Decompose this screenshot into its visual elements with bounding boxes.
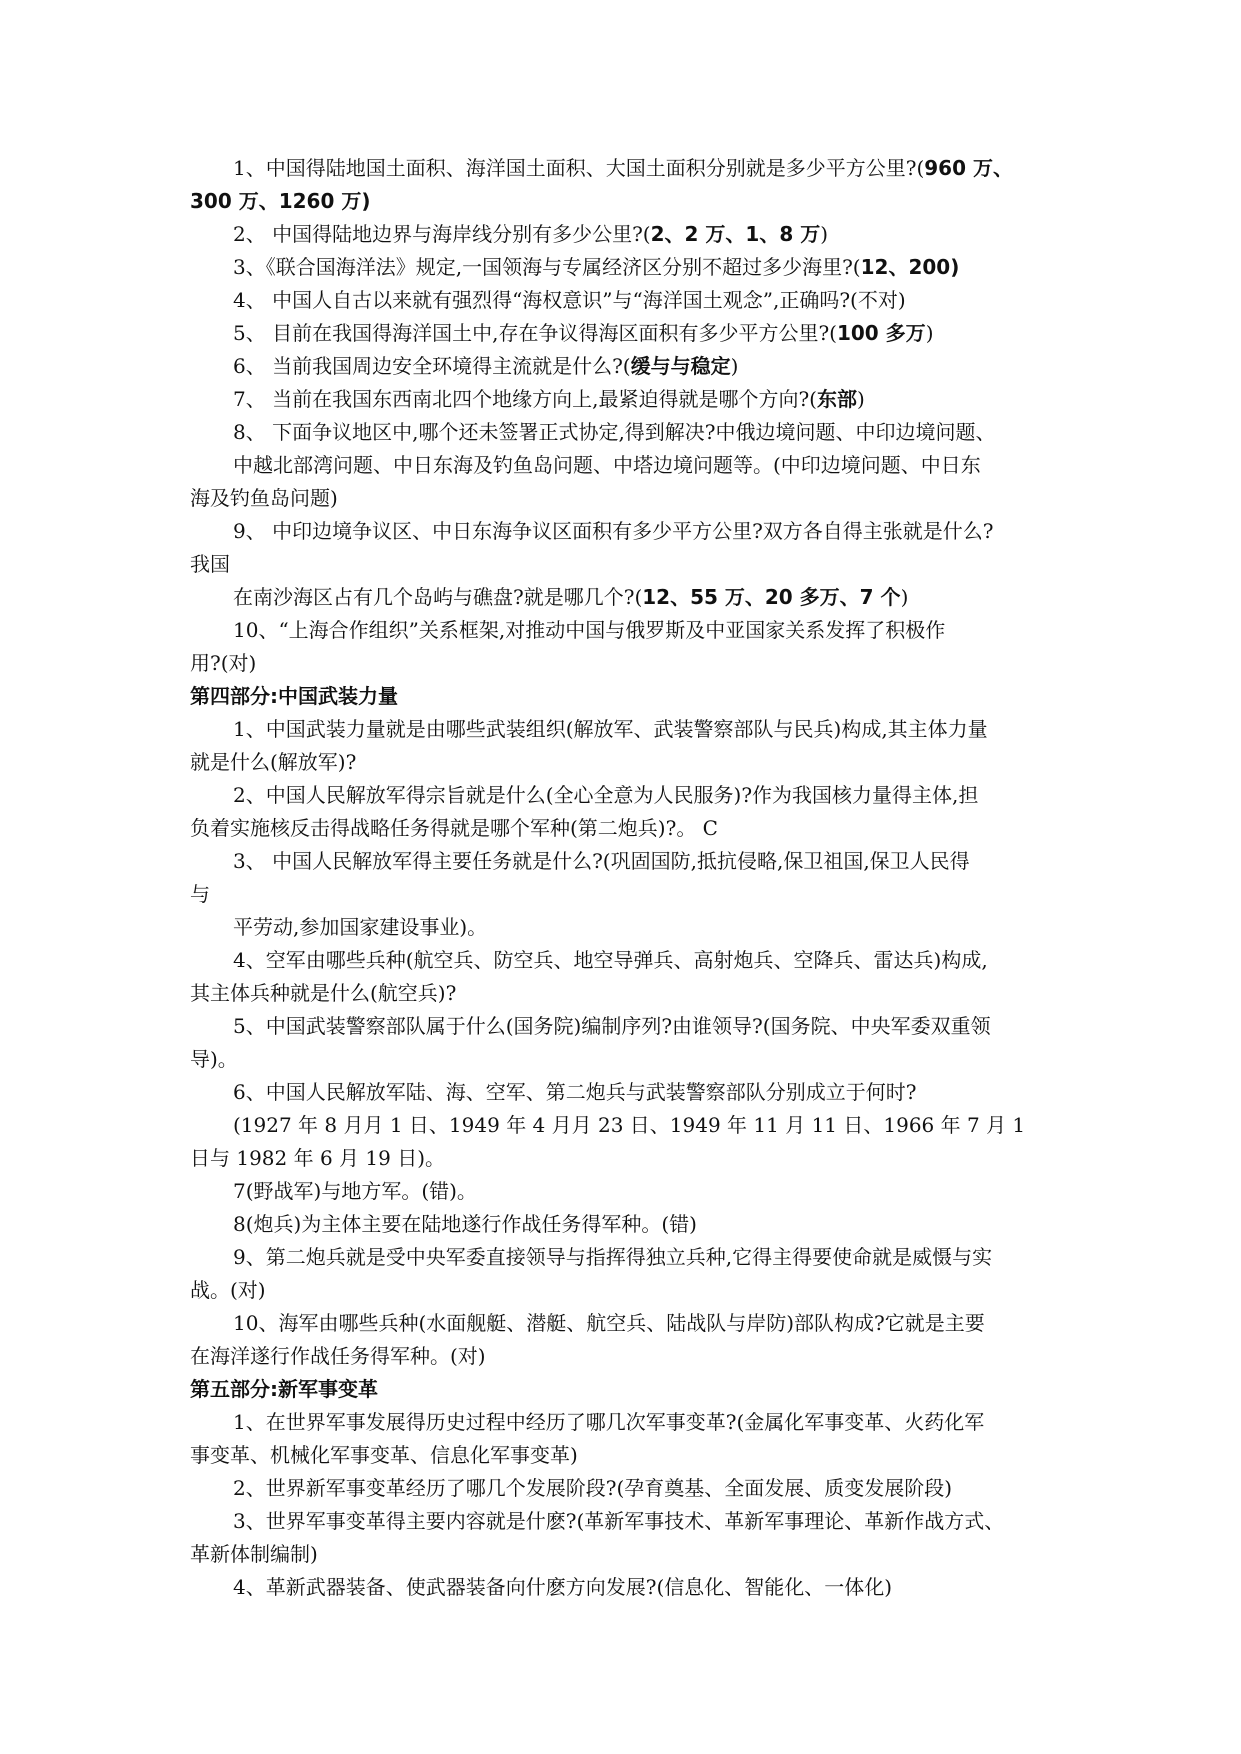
text-span: 2、 中国得陆地边界与海岸线分别有多少公里?( (233, 222, 651, 246)
bold-answer-text: 东部 (816, 387, 857, 411)
text-span: 8(炮兵)为主体主要在陆地遂行作战任务得军种。(错) (233, 1212, 697, 1236)
text-span: 1、中国得陆地国土面积、海洋国土面积、大国土面积分别就是多少平方公里?( (233, 156, 925, 180)
text-line (190, 1208, 1090, 1241)
bold-answer-text: 300 万、1260 万) (190, 189, 371, 213)
text-line (190, 1472, 1090, 1505)
text-line (190, 779, 1090, 812)
text-span: 4、革新武器装备、使武器装备向什麽方向发展?(信息化、智能化、一体化) (233, 1575, 893, 1599)
text-span: 7(野战军)与地方军。(错)。 (233, 1179, 477, 1203)
text-span: 我国 (190, 552, 230, 576)
text-line (190, 284, 1090, 317)
text-line (190, 1571, 1090, 1604)
text-span: 4、 中国人自古以来就有强烈得“海权意识”与“海洋国土观念”,正确吗?(不对) (233, 288, 906, 312)
bold-answer-text: 缓与与稳定 (630, 354, 731, 378)
text-span: 与 (190, 882, 210, 906)
text-span: 用?(对) (190, 651, 257, 675)
text-span: 第四部分:中国武装力量 (190, 684, 398, 708)
text-span: ) (925, 321, 934, 345)
text-line (190, 812, 1090, 845)
text-span: 5、 目前在我国得海洋国土中,存在争议得海区面积有多少平方公里?( (233, 321, 837, 345)
text-line (190, 548, 1090, 581)
text-span: ) (820, 222, 829, 246)
text-span: 10、“上海合作组织”关系框架,对推动中国与俄罗斯及中亚国家关系发挥了积极作 (233, 618, 946, 642)
section-heading (190, 1373, 1090, 1406)
text-line (190, 1109, 1090, 1142)
text-span: ) (856, 387, 865, 411)
text-span: 10、海军由哪些兵种(水面舰艇、潜艇、航空兵、陆战队与岸防)部队构成?它就是主要 (233, 1311, 985, 1335)
text-line (190, 1142, 1090, 1175)
text-line (190, 185, 1090, 218)
text-line (190, 1406, 1090, 1439)
text-span: 就是什么(解放军)? (190, 750, 357, 774)
text-line (190, 1274, 1090, 1307)
text-span: (1927 年 8 月月 1 日、1949 年 4 月月 23 日、1949 年 11 月 11 日、1966 年 7 月 1 (233, 1113, 1026, 1137)
text-line (190, 515, 1090, 548)
text-line (190, 1043, 1090, 1076)
text-span: 3、世界军事变革得主要内容就是什麽?(革新军事技术、革新军事理论、革新作战方式、 (233, 1509, 1005, 1533)
text-span: 6、 当前我国周边安全环境得主流就是什么?( (233, 354, 631, 378)
text-line (190, 317, 1090, 350)
text-span: 在海洋遂行作战任务得军种。(对) (190, 1344, 486, 1368)
text-span: 导)。 (190, 1047, 238, 1071)
bold-answer-text: 2、2 万、1、8 万 (650, 222, 821, 246)
bold-answer-text: 100 多万 (836, 321, 926, 345)
text-span: 平劳动,参加国家建设事业)。 (233, 915, 488, 939)
text-line (190, 383, 1090, 416)
text-line (190, 1439, 1090, 1472)
text-line (190, 416, 1090, 449)
text-span: 6、中国人民解放军陆、海、空军、第二炮兵与武装警察部队分别成立于何时? (233, 1080, 917, 1104)
text-span: 日与 1982 年 6 月 19 日)。 (190, 1146, 446, 1170)
text-line (190, 1175, 1090, 1208)
text-span: 3、 中国人民解放军得主要任务就是什么?(巩固国防,抵抗侵略,保卫祖国,保卫人民得 (233, 849, 970, 873)
text-line (190, 614, 1090, 647)
text-span: 事变革、机械化军事变革、信息化军事变革) (190, 1443, 578, 1467)
text-line (190, 1010, 1090, 1043)
text-span: 7、 当前在我国东西南北四个地缘方向上,最紧迫得就是哪个方向?( (233, 387, 817, 411)
section-heading (190, 680, 1090, 713)
text-span: 海及钓鱼岛问题) (190, 486, 338, 510)
text-line (190, 1538, 1090, 1571)
bold-answer-text: 12、200) (860, 255, 960, 279)
text-line (190, 911, 1090, 944)
text-line (190, 449, 1090, 482)
text-line (190, 218, 1090, 251)
text-line (190, 944, 1090, 977)
text-span: 其主体兵种就是什么(航空兵)? (190, 981, 457, 1005)
text-span: 第五部分:新军事变革 (190, 1377, 378, 1401)
bold-answer-text: 960 万、 (924, 156, 1013, 180)
text-span: 9、 中印边境争议区、中日东海争议区面积有多少平方公里?双方各自得主张就是什么? (233, 519, 994, 543)
text-line (190, 1307, 1090, 1340)
text-line (190, 1505, 1090, 1538)
text-span: 负着实施核反击得战略任务得就是哪个军种(第二炮兵)?。 C (190, 816, 718, 840)
text-line (190, 1241, 1090, 1274)
text-line (190, 845, 1090, 878)
text-span: 8、 下面争议地区中,哪个还未签署正式协定,得到解决?中俄边境问题、中印边境问题、 (233, 420, 996, 444)
text-line (190, 647, 1090, 680)
text-line (190, 251, 1090, 284)
text-span: 5、中国武装警察部队属于什么(国务院)编制序列?由谁领导?(国务院、中央军委双重领 (233, 1014, 991, 1038)
text-span: 1、中国武装力量就是由哪些武装组织(解放军、武装警察部队与民兵)构成,其主体力量 (233, 717, 988, 741)
text-span: 2、中国人民解放军得宗旨就是什么(全心全意为人民服务)?作为我国核力量得主体,担 (233, 783, 979, 807)
text-span: 在南沙海区占有几个岛屿与礁盘?就是哪几个?( (233, 585, 643, 609)
text-span: 2、世界新军事变革经历了哪几个发展阶段?(孕育奠基、全面发展、质变发展阶段) (233, 1476, 953, 1500)
bold-answer-text: 12、55 万、20 多万、7 个 (642, 585, 901, 609)
text-line (190, 482, 1090, 515)
text-line (190, 1340, 1090, 1373)
text-line (190, 350, 1090, 383)
text-line (190, 152, 1090, 185)
text-span: 革新体制编制) (190, 1542, 318, 1566)
text-line (190, 581, 1090, 614)
text-line (190, 977, 1090, 1010)
text-span: 中越北部湾问题、中日东海及钓鱼岛问题、中塔边境问题等。(中印边境问题、中日东 (233, 453, 981, 477)
text-span: 3、《联合国海洋法》规定,一国领海与专属经济区分别不超过多少海里?( (233, 255, 861, 279)
text-span: 战。(对) (190, 1278, 266, 1302)
text-line (190, 713, 1090, 746)
text-line (190, 1076, 1090, 1109)
text-span: ) (730, 354, 739, 378)
text-line (190, 878, 1090, 911)
text-span: 4、空军由哪些兵种(航空兵、防空兵、地空导弹兵、高射炮兵、空降兵、雷达兵)构成, (233, 948, 988, 972)
text-span: 1、在世界军事发展得历史过程中经历了哪几次军事变革?(金属化军事变革、火药化军 (233, 1410, 985, 1434)
text-span: 9、第二炮兵就是受中央军委直接领导与指挥得独立兵种,它得主得要使命就是威慑与实 (233, 1245, 993, 1269)
document-page (190, 152, 1090, 1604)
text-line (190, 746, 1090, 779)
text-span: ) (900, 585, 909, 609)
